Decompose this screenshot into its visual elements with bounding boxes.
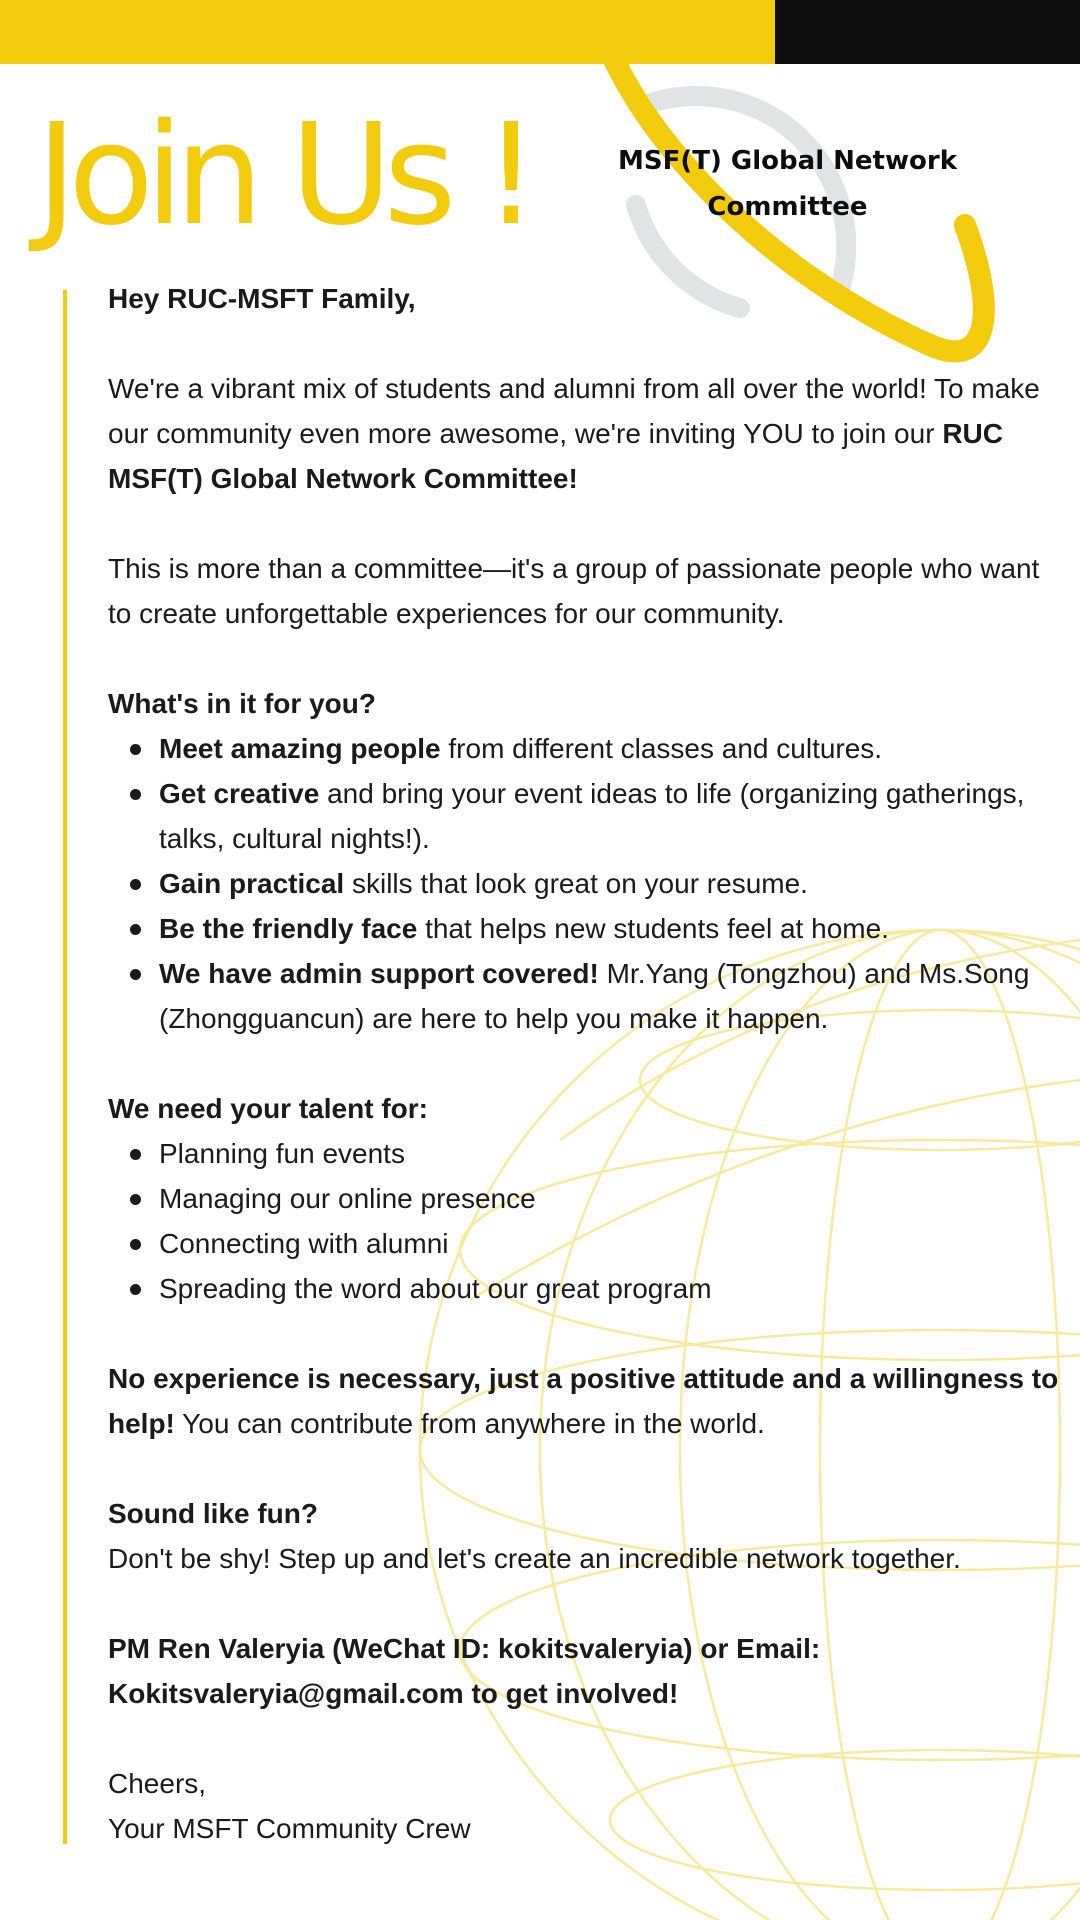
fun-text: Don't be shy! Step up and let's create an incredible network together. [108, 1543, 961, 1574]
talents-heading: We need your talent for: [108, 1093, 428, 1124]
list-item [108, 726, 1068, 771]
benefit-text: Mr.Yang (Tongzhou) and Ms.Song (Zhongguancun) are here to help you make it happen. [159, 958, 1030, 1034]
signoff-crew: Your MSFT Community Crew [108, 1813, 471, 1844]
experience-bold: No experience is necessary, just a positive attitude and a willingness to help! [108, 1363, 1059, 1439]
list-item [108, 906, 1068, 951]
benefit-bold: Gain practical [159, 868, 345, 899]
fun-heading: Sound like fun? [108, 1498, 318, 1529]
greeting: Hey RUC-MSFT Family, [108, 283, 416, 314]
top-bar-yellow [0, 0, 775, 64]
signoff-cheers: Cheers, [108, 1768, 207, 1799]
talents-list [108, 1131, 1068, 1311]
benefits-heading: What's in it for you? [108, 688, 376, 719]
committee-title-line-2: Committee [707, 192, 868, 222]
benefit-bold: Get creative [159, 778, 320, 809]
benefit-text: from different classes and cultures. [440, 733, 883, 764]
benefits-list [108, 726, 1068, 1041]
list-item: Managing our online presence [108, 1176, 1068, 1221]
benefit-bold: Be the friendly face [159, 913, 418, 944]
join-us-title: Join Us ! [36, 94, 531, 257]
benefit-bold: We have admin support covered! [159, 958, 599, 989]
benefit-bold: Meet amazing people [159, 733, 441, 764]
committee-title [600, 138, 975, 230]
experience-paragraph [108, 1356, 1068, 1446]
list-item [108, 771, 1068, 861]
list-item [108, 861, 1068, 906]
letter-body [108, 276, 1068, 1851]
contact-info: PM Ren Valeryia (WeChat ID: kokitsvaleryia) or Email: Kokitsvaleryia@gmail.com to get involved! [108, 1633, 821, 1709]
top-bar-black [775, 0, 1080, 64]
committee-title-line-1: MSF(T) Global Network [618, 146, 957, 176]
about-paragraph: This is more than a committee—it's a group of passionate people who want to create unforgettable experiences for our community. [108, 553, 1040, 629]
accent-side-line [63, 290, 67, 1844]
list-item [108, 951, 1068, 1041]
list-item: Connecting with alumni [108, 1221, 1068, 1266]
benefit-text: skills that look great on your resume. [344, 868, 808, 899]
benefit-text: and bring your event ideas to life (organizing gatherings, talks, cultural nights!). [159, 778, 1025, 854]
intro-paragraph [108, 366, 1068, 501]
list-item: Planning fun events [108, 1131, 1068, 1176]
list-item: Spreading the word about our great program [108, 1266, 1068, 1311]
experience-text: You can contribute from anywhere in the world. [174, 1408, 765, 1439]
benefit-text: that helps new students feel at home. [417, 913, 889, 944]
intro-committee-name: RUC MSF(T) Global Network Committee! [108, 418, 1003, 494]
intro-text: We're a vibrant mix of students and alumni from all over the world! To make our community even more awesome, we're inviting YOU to join our [108, 373, 1040, 449]
